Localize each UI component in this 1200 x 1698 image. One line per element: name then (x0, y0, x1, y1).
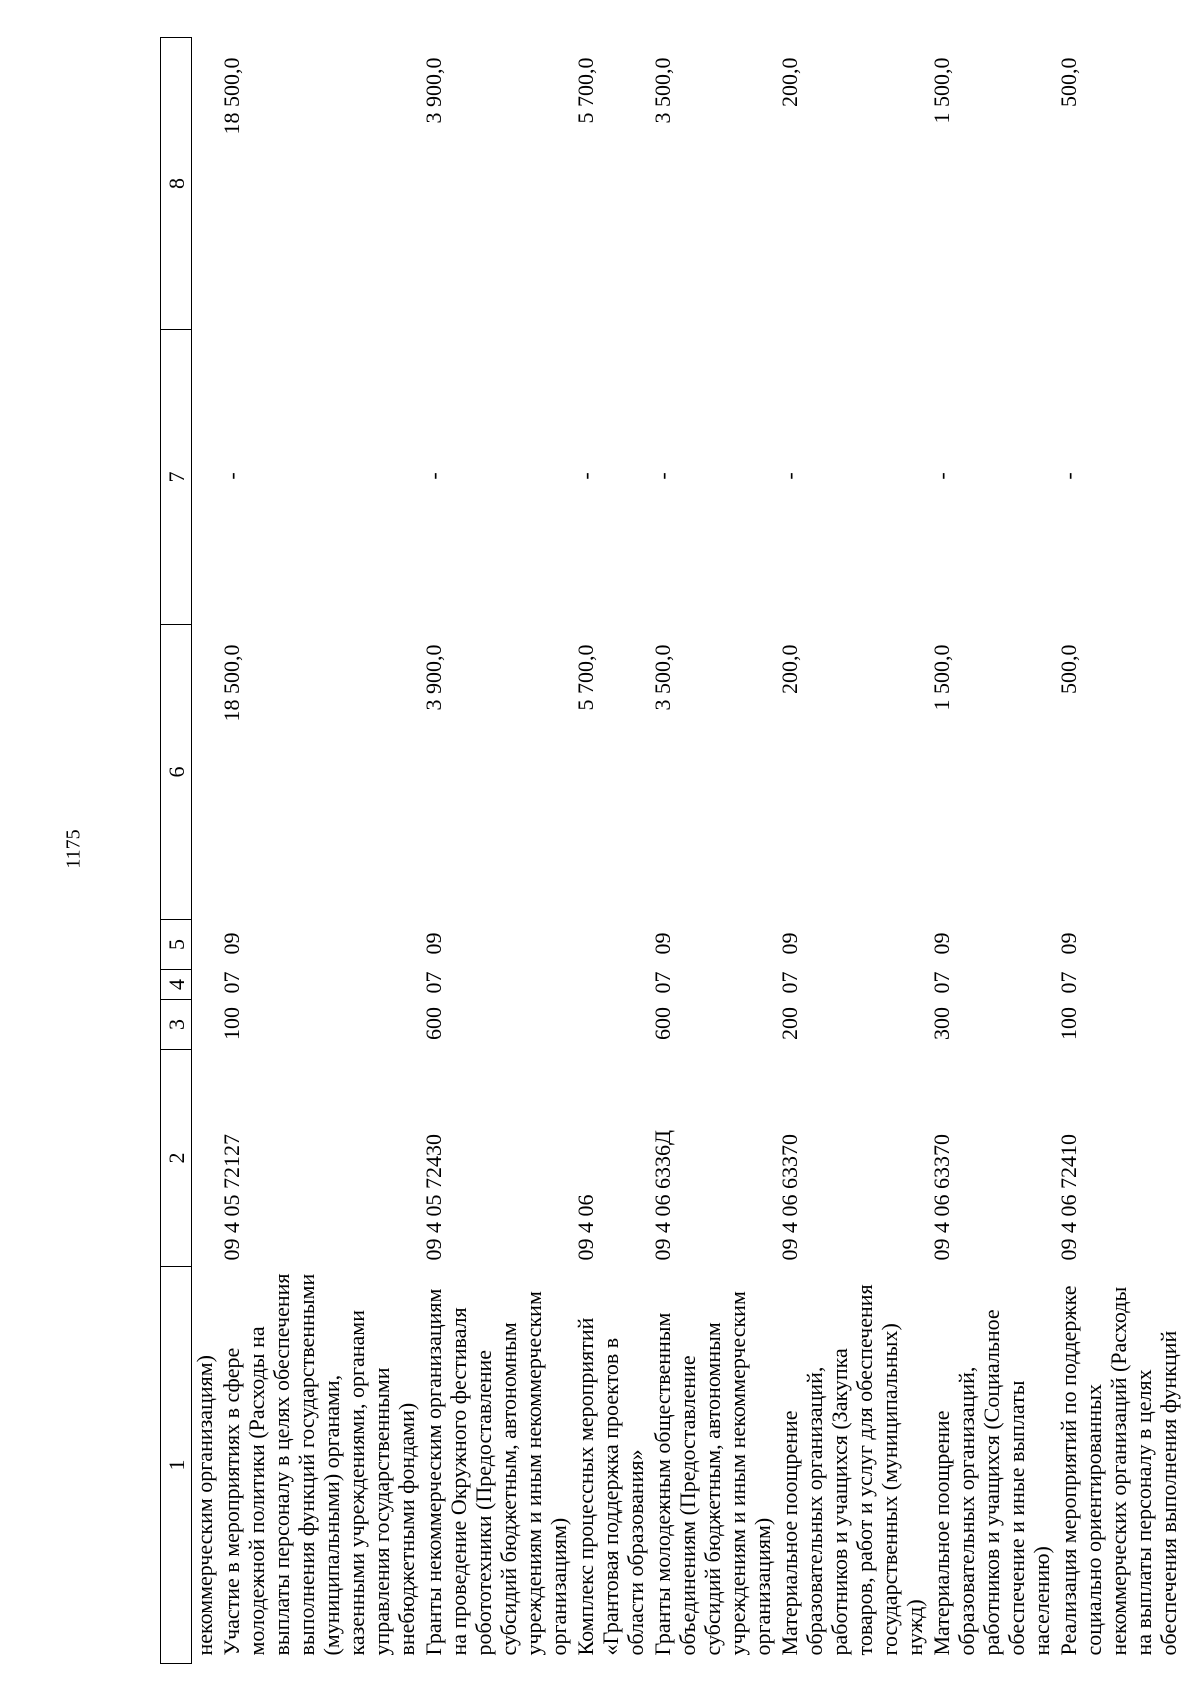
table-row (775, 38, 927, 1664)
page-number: 1175 (62, 829, 85, 869)
table-row (648, 38, 775, 1664)
row-col-5: 09 (1056, 932, 1081, 955)
row-name: Реализация мероприятий по поддержке социально ориентированных некоммерческих организаций (Расходы на выплаты персоналу в целях обеспечения выполнения функций (1056, 1285, 1181, 1656)
row-col-3 (571, 1000, 648, 1050)
row-col-6: 200,0 (777, 644, 802, 694)
row-col-4: 07 (929, 971, 954, 994)
header-col-7: 7 (161, 330, 192, 625)
row-col-7: - (421, 472, 446, 480)
table-row-continuation (192, 38, 218, 1664)
row-col-4: 07 (1056, 971, 1081, 994)
row-col-6: 1 500,0 (929, 644, 954, 711)
row-col-4: 07 (650, 971, 675, 994)
row-name: Гранты молодежным общественным объединениям (Предоставление субсидий бюджетным, автономным учреждениям и иным некоммерческим организациям) (650, 1291, 775, 1656)
row-col-3: 600 (650, 1007, 675, 1040)
row-name: Материальное поощрение образовательных организаций, работников и учащихся (Закупка товаров, работ и услуг для обеспечения государственных (муниципальных) нужд) (777, 1284, 927, 1656)
row-col-3: 200 (777, 1007, 802, 1040)
table-row (1054, 38, 1181, 1664)
rotated-page (160, 38, 1200, 1664)
row-col-7: - (650, 472, 675, 480)
row-col-7: - (573, 472, 598, 480)
row-col-3: 100 (219, 1007, 244, 1040)
row-col-7: - (929, 472, 954, 480)
row-col-4: 07 (777, 971, 802, 994)
header-col-6: 6 (161, 625, 192, 920)
row-code: 09 4 06 72410 (1056, 1134, 1081, 1261)
row-col-8: 18 500,0 (219, 57, 244, 135)
header-col-1: 1 (161, 1267, 192, 1664)
row-col-8: 500,0 (1056, 57, 1081, 107)
row-col-6: 18 500,0 (219, 644, 244, 722)
budget-table (160, 37, 1181, 1664)
row-col-4 (571, 970, 648, 1000)
table-row (217, 38, 419, 1664)
header-col-8: 8 (161, 38, 192, 330)
table-row (927, 38, 1054, 1664)
row-col-5: 09 (650, 932, 675, 955)
row-code: 09 4 06 (573, 1194, 598, 1261)
row-name: Комплекс процессных мероприятий «Грантовая поддержка проектов в области образования» (573, 1317, 648, 1656)
row-code: 09 4 06 63370 (777, 1134, 802, 1261)
header-col-5: 5 (161, 920, 192, 970)
row-name: Материальное поощрение образовательных организаций, работников и учащихся (Социальное обеспечение и иные выплаты населению) (929, 1309, 1054, 1656)
row-col-4: 07 (219, 971, 244, 994)
row-col-6: 500,0 (1056, 644, 1081, 694)
table-row (419, 38, 571, 1664)
row-col-6: 5 700,0 (573, 644, 598, 711)
row-code: 09 4 06 63370 (929, 1134, 954, 1261)
row-col-7: - (777, 472, 802, 480)
row-col-7: - (219, 472, 244, 480)
row-col-6: 3 500,0 (650, 644, 675, 711)
row-col-7: - (1056, 472, 1081, 480)
row-col-3: 300 (929, 1007, 954, 1040)
row-col-8: 3 900,0 (421, 57, 446, 124)
row-col-8: 5 700,0 (573, 57, 598, 124)
row-col-8: 3 500,0 (650, 57, 675, 124)
row-col-5: 09 (777, 932, 802, 955)
header-col-3: 3 (161, 1000, 192, 1050)
row-col-5: 09 (929, 932, 954, 955)
header-col-2: 2 (161, 1050, 192, 1267)
header-row (161, 38, 192, 1664)
row-code: 09 4 05 72127 (219, 1134, 244, 1261)
row-col-5: 09 (219, 932, 244, 955)
row-code: 09 4 06 6336Д (650, 1129, 675, 1261)
row-col-4: 07 (421, 971, 446, 994)
row-code: 09 4 05 72430 (421, 1134, 446, 1261)
row-col-5 (571, 920, 648, 970)
row-col-8: 1 500,0 (929, 57, 954, 124)
table-row (571, 38, 648, 1664)
row-name: Участие в мероприятиях в сфере молодежной политики (Расходы на выплаты персоналу в целях обеспечения выполнения функций государственными (муниципальными) органами, казенными учреждениями, органами управления государственными внебюджетными фондами) (219, 1273, 419, 1656)
row-col-8: 200,0 (777, 57, 802, 107)
row-name: Гранты некоммерческим организациям на проведение Окружного фестиваля робототехники (Предоставление субсидий бюджетным, автономным учреждениям и иным некоммерческим организациям) (421, 1288, 571, 1656)
row-col-6: 3 900,0 (421, 644, 446, 711)
row-col-3: 600 (421, 1007, 446, 1040)
continuation-text: некоммерческим организациям) (192, 1355, 217, 1656)
header-col-4: 4 (161, 970, 192, 1000)
row-col-5: 09 (421, 932, 446, 955)
row-col-3: 100 (1056, 1007, 1081, 1040)
